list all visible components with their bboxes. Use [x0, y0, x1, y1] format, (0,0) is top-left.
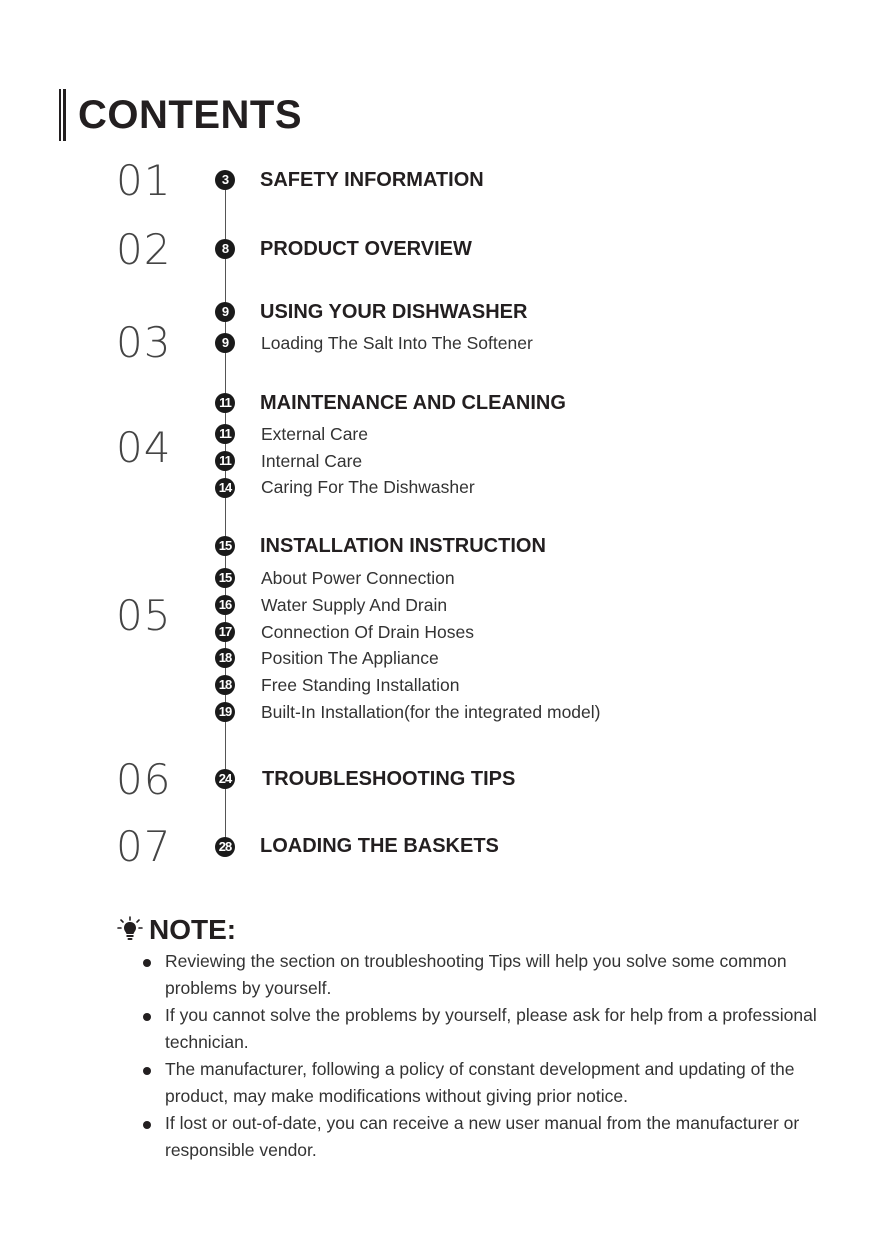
note-item: Reviewing the section on troubleshooting Tips will help you solve some common problems by yourself. — [145, 948, 825, 1002]
page-badge: 15 — [215, 568, 235, 588]
section-number-03: 03 — [116, 318, 172, 367]
note-list — [145, 948, 825, 1164]
section-number-06: 06 — [116, 755, 172, 804]
page-badge: 11 — [215, 424, 235, 444]
page-badge: 16 — [215, 595, 235, 615]
note-item: If you cannot solve the problems by yourself, please ask for help from a professional technician. — [145, 1002, 825, 1056]
page-badge: 3 — [215, 170, 235, 190]
page-badge: 15 — [215, 536, 235, 556]
toc-item-position-appliance[interactable]: Position The Appliance — [261, 648, 439, 668]
toc-item-external-care[interactable]: External Care — [261, 424, 368, 444]
note-title: NOTE: — [149, 914, 237, 945]
toc-heading-using-your-dishwasher[interactable]: USING YOUR DISHWASHER — [260, 301, 528, 323]
toc-item-power-connection[interactable]: About Power Connection — [261, 568, 455, 588]
page-badge: 18 — [215, 648, 235, 668]
page-badge: 8 — [215, 239, 235, 259]
toc-heading-installation-instruction[interactable]: INSTALLATION INSTRUCTION — [260, 535, 546, 557]
toc-item-loading-salt[interactable]: Loading The Salt Into The Softener — [261, 333, 533, 353]
note-item: If lost or out-of-date, you can receive a new user manual from the manufacturer or responsible vendor. — [145, 1110, 825, 1164]
title-accent-bar — [59, 89, 66, 141]
toc-item-caring-for-dishwasher[interactable]: Caring For The Dishwasher — [261, 477, 475, 497]
page-badge: 28 — [215, 837, 235, 857]
toc-item-drain-hoses[interactable]: Connection Of Drain Hoses — [261, 622, 475, 642]
page-badge: 11 — [215, 451, 235, 471]
section-number-04: 04 — [116, 423, 172, 472]
toc-item-built-in[interactable]: Built-In Installation(for the integrated model) — [261, 702, 601, 722]
page-title: CONTENTS — [78, 93, 302, 137]
toc-item-free-standing[interactable]: Free Standing Installation — [261, 675, 460, 695]
toc-heading-safety-information[interactable]: SAFETY INFORMATION — [260, 169, 484, 191]
section-number-02: 02 — [116, 225, 172, 274]
toc-heading-maintenance-and-cleaning[interactable]: MAINTENANCE AND CLEANING — [260, 392, 566, 414]
toc-heading-product-overview[interactable]: PRODUCT OVERVIEW — [260, 238, 472, 260]
page-badge: 17 — [215, 622, 235, 642]
page-badge: 11 — [215, 393, 235, 413]
toc-timeline-line — [225, 180, 226, 848]
toc-item-internal-care[interactable]: Internal Care — [261, 451, 363, 471]
toc-heading-troubleshooting-tips[interactable]: TROUBLESHOOTING TIPS — [262, 768, 516, 790]
note-item: The manufacturer, following a policy of constant development and updating of the product, may make modifications without giving prior notice. — [145, 1056, 825, 1110]
section-number-07: 07 — [116, 822, 172, 871]
page-badge: 9 — [215, 302, 235, 322]
page-badge: 9 — [215, 333, 235, 353]
lightbulb-icon — [117, 916, 143, 942]
page-badge: 24 — [215, 769, 235, 789]
section-number-01: 01 — [116, 156, 172, 205]
toc-heading-loading-the-baskets[interactable]: LOADING THE BASKETS — [260, 835, 499, 857]
page-badge: 18 — [215, 675, 235, 695]
toc-item-water-supply-drain[interactable]: Water Supply And Drain — [261, 595, 448, 615]
page-badge: 14 — [215, 478, 235, 498]
section-number-05: 05 — [116, 591, 172, 640]
page-badge: 19 — [215, 702, 235, 722]
